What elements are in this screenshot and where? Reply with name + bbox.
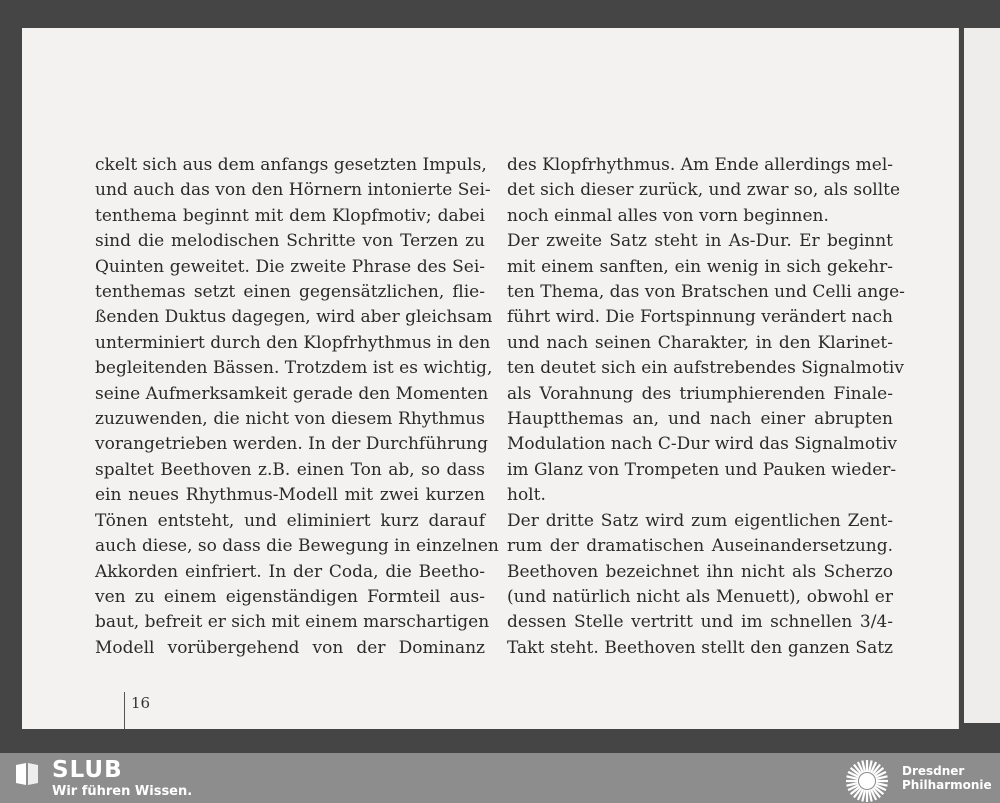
text-line: dessen Stelle vertritt und im schnellen 3/4- — [507, 612, 893, 633]
text-line: vorangetrieben werden. In der Durchführung — [95, 434, 488, 455]
text-line: det sich dieser zurück, und zwar so, als sollte — [507, 180, 901, 201]
text-line: im Glanz von Trompeten und Pauken wieder- — [507, 459, 897, 480]
text-line: ten Thema, das von Bratschen und Celli ange- — [507, 282, 905, 303]
text-line: und nach seinen Charakter, in den Klarinet- — [507, 332, 893, 353]
text-line: ein neues Rhythmus-Modell mit zwei kurzen — [95, 485, 485, 506]
text-line: rum der dramatischen Auseinandersetzung. — [507, 536, 893, 557]
text-line: baut, befreit er sich mit einem marschartigen — [95, 612, 490, 633]
text-line: holt. — [507, 485, 546, 506]
text-line: als Vorahnung des triumphierenden Finale- — [507, 383, 893, 404]
text-line: ven zu einem eigenständigen Formteil aus- — [95, 586, 485, 607]
philharmonie-sunburst-icon[interactable] — [842, 757, 892, 803]
text-line: seine Aufmerksamkeit gerade den Momenten — [95, 383, 489, 404]
slub-book-icon — [14, 761, 40, 787]
slub-logo-text[interactable]: SLUB — [52, 757, 123, 783]
text-line: ßenden Duktus dagegen, wird aber gleichsam — [95, 307, 493, 328]
page-number-rule — [124, 692, 125, 729]
text-line: noch einmal alles von vorn beginnen. — [507, 205, 829, 226]
text-line: tenthemas setzt einen gegensätzlichen, flie- — [95, 282, 485, 303]
text-line: Tönen entsteht, und eliminiert kurz darauf — [95, 510, 485, 531]
text-line: zuzuwenden, die nicht von diesem Rhythmus — [95, 409, 485, 430]
text-column-left — [95, 153, 499, 661]
text-line: Takt steht. Beethoven stellt den ganzen Satz — [507, 637, 893, 658]
text-line: unterminiert durch den Klopfrhythmus in den — [95, 332, 491, 353]
text-line: Beethoven bezeichnet ihn nicht als Scherzo — [507, 561, 893, 582]
text-line: Modulation nach C-Dur wird das Signalmotiv — [507, 434, 897, 455]
text-line: Hauptthemas an, und nach einer abrupten — [507, 409, 893, 430]
text-line: ckelt sich aus dem anfangs gesetzten Impuls, — [95, 155, 487, 175]
partner-logo-text[interactable] — [902, 764, 992, 792]
text-line: spaltet Beethoven z.B. einen Ton ab, so dass — [95, 459, 485, 480]
text-line: Der dritte Satz wird zum eigentlichen Zent- — [507, 510, 893, 531]
text-line: (und natürlich nicht als Menuett), obwohl er — [507, 586, 893, 607]
text-line: ten deutet sich ein aufstrebendes Signalmotiv — [507, 358, 904, 379]
text-line: und auch das von den Hörnern intonierte Sei- — [95, 180, 491, 201]
text-column-right — [507, 153, 905, 661]
sunburst-center — [859, 773, 875, 789]
text-line: auch diese, so dass die Bewegung in einzelnen — [95, 536, 499, 557]
text-line: Modell vorübergehend von der Dominanz — [95, 637, 485, 658]
partner-name-line1: Dresdner — [902, 764, 965, 778]
text-line: des Klopfrhythmus. Am Ende allerdings mel- — [507, 155, 894, 175]
next-page-edge — [964, 28, 1000, 723]
text-line: führt wird. Die Fortspinnung verändert nach — [507, 307, 893, 328]
partner-name-line2: Philharmonie — [902, 778, 992, 792]
page-number: 16 — [131, 694, 151, 712]
text-line: tenthema beginnt mit dem Klopfmotiv; dabei — [95, 205, 485, 226]
text-line: Der zweite Satz steht in As-Dur. Er beginnt — [507, 231, 893, 252]
text-line: Quinten geweitet. Die zweite Phrase des Sei- — [95, 256, 485, 277]
text-line: begleitenden Bässen. Trotzdem ist es wichtig, — [95, 358, 493, 379]
text-line: mit einem sanften, ein wenig in sich gekehr- — [507, 256, 893, 277]
slub-tagline: Wir führen Wissen. — [52, 784, 193, 799]
text-line: sind die melodischen Schritte von Terzen zu — [95, 231, 485, 252]
text-line: Akkorden einfriert. In der Coda, die Beetho- — [95, 561, 485, 582]
